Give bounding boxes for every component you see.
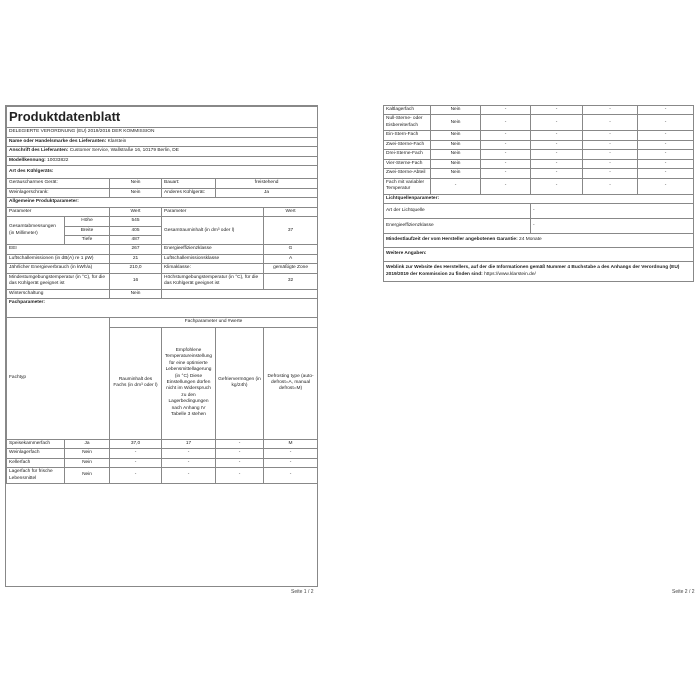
- compartment-freeze: -: [583, 131, 638, 140]
- page-1: [5, 105, 318, 587]
- table-row: [384, 150, 694, 159]
- compartment-present: Nein: [431, 169, 481, 178]
- general-heading: Allgemeine Produktparameter:: [7, 198, 318, 207]
- compartment-defrost: -: [264, 449, 318, 458]
- energy-class-label: Energieeffizienzklasse: [162, 245, 264, 254]
- compartment-freeze: -: [583, 159, 638, 168]
- table-row: [384, 178, 694, 194]
- noise-value: 21: [110, 254, 162, 263]
- height-label: Höhe: [65, 217, 110, 226]
- supplier-address-value: Customer Service, Wallstraße 16, 10179 Berlin, DE: [69, 148, 179, 154]
- width-label: Breite: [65, 226, 110, 235]
- warranty-label: Mindestlaufzeit der vom Hersteller angebotenen Garantie:: [386, 237, 518, 243]
- col-value2-header: Wert: [264, 207, 318, 216]
- compartment-volume: -: [481, 159, 531, 168]
- compartment-freeze: -: [583, 140, 638, 149]
- compartment-volume: -: [481, 106, 531, 115]
- light-class-label: Energieeffizienzklasse: [384, 219, 531, 234]
- noise-class-value: A: [264, 254, 318, 263]
- compartment-temp: -: [531, 178, 583, 194]
- compartment-defrost: -: [638, 140, 694, 149]
- width-value: 405: [110, 226, 162, 235]
- compartment-defrost: M: [264, 439, 318, 448]
- compartment-present: Nein: [65, 449, 110, 458]
- weblink-row: [384, 262, 694, 282]
- compartment-name: Weinlagerfach: [7, 449, 65, 458]
- compartment-volume: -: [481, 178, 531, 194]
- compartment-defrost: -: [638, 106, 694, 115]
- compartment-temp: -: [162, 468, 216, 484]
- compartment-heading: Fachparameter:: [7, 299, 318, 318]
- compartment-name: Kellerfach: [7, 458, 65, 467]
- height-value: 545: [110, 217, 162, 226]
- further-info-label: Weitere Angaben:: [384, 248, 694, 262]
- max-temp-value: 32: [264, 273, 318, 289]
- table-row: [384, 159, 694, 168]
- min-temp-label: Mindestumgebungstemperatur (in °C), für die das Kühlgerät geeignet ist: [7, 273, 110, 289]
- compartment-volume: 37,0: [110, 439, 162, 448]
- col-param-header: Parameter: [7, 207, 110, 216]
- col-param2-header: Parameter: [162, 207, 264, 216]
- depth-label: Tiefe: [65, 235, 110, 244]
- table-row: [384, 140, 694, 149]
- compartment-defrost: -: [638, 150, 694, 159]
- compartment-name: Kaltlagerfach: [384, 106, 431, 115]
- compartment-freeze: -: [583, 106, 638, 115]
- max-temp-label: Höchstumgebungstemperatur (in °C), für die das Kühlgerät geeignet ist: [162, 273, 264, 289]
- compartment-present: Nein: [65, 468, 110, 484]
- page-title: Produktdatenblatt: [7, 107, 318, 128]
- compartment-present: Nein: [431, 115, 481, 131]
- col-temp-header: Empfohlene Temperatureinstellung für eine optimierte Lebensmittellagerung (in °C) Diese Einstellungen dürfen nicht im Widerspruch zu den Lagerbedingungen nach Anhang IV Tabelle 3 stehen: [162, 327, 216, 439]
- supplier-address-label: Anschrift des Lieferanten:: [9, 148, 69, 154]
- climate-value: gemäßigte Zone: [264, 264, 318, 273]
- model-label: Modellkennung:: [9, 157, 46, 163]
- compartment-present: Ja: [65, 439, 110, 448]
- page-number-1: Seite 1 / 2: [291, 589, 314, 595]
- compartment-name: Vier-Sterne-Fach: [384, 159, 431, 168]
- light-class-value: -: [531, 219, 694, 234]
- table-row: [384, 131, 694, 140]
- supplier-name-label: Name oder Handelsmarke des Lieferanten:: [9, 138, 107, 144]
- low-noise-value: Nein: [110, 179, 162, 188]
- compartment-volume: -: [481, 115, 531, 131]
- fachtyp-label: Fachtyp: [7, 318, 110, 439]
- table-row: [384, 115, 694, 131]
- light-heading: Lichtquellenparameter:: [384, 194, 694, 203]
- compartment-present: Nein: [431, 150, 481, 159]
- compartment-freeze: -: [583, 115, 638, 131]
- page-2: [383, 105, 693, 342]
- compartment-name: Null-Sterne- oder Eisbereiterfach: [384, 115, 431, 131]
- light-type-value: -: [531, 204, 694, 219]
- compartment-freeze: -: [583, 169, 638, 178]
- comp-group-header: Fachparameter und #werte: [110, 318, 318, 327]
- table-row: [7, 468, 318, 484]
- annual-energy-value: 210,0: [110, 264, 162, 273]
- compartment-defrost: -: [638, 131, 694, 140]
- annual-energy-label: Jährlicher Energieverbrauch (in kWh/a): [7, 264, 110, 273]
- compartment-present: Nein: [431, 106, 481, 115]
- compartment-temp: -: [531, 115, 583, 131]
- weblink-label: Weblink zur Website des Herstellers, auf der die Informationen gemäß Nummer 4 Buchstabe a des Anhangs der Verordnung (EU) 2019/2019 der Kommission zu finden sind:: [386, 265, 680, 277]
- compartment-freeze: -: [216, 458, 264, 467]
- compartment-volume: -: [110, 449, 162, 458]
- compartment-temp: -: [531, 140, 583, 149]
- low-noise-label: Geräuscharmes Gerät:: [7, 179, 110, 188]
- compartment-temp: -: [162, 458, 216, 467]
- warranty-value: 24 Monate: [519, 237, 542, 243]
- supplier-name-row: [7, 137, 318, 146]
- winter-label: Winterschaltung: [7, 289, 110, 298]
- table-row: [384, 106, 694, 115]
- compartment-volume: -: [110, 458, 162, 467]
- compartment-defrost: -: [264, 458, 318, 467]
- compartment-temp: -: [531, 150, 583, 159]
- eei-label: EEI: [7, 245, 110, 254]
- col-freeze-header: Gefriervermögen (in kg/24h): [216, 327, 264, 439]
- noise-label: Luftschallemissionen (in dB(A) re 1 pW): [7, 254, 110, 263]
- compartment-defrost: -: [638, 169, 694, 178]
- design-value: freistehend: [216, 179, 318, 188]
- compartment-freeze: -: [583, 178, 638, 194]
- wine-value: Nein: [110, 188, 162, 197]
- compartment-name: Zwei-Sterne-Abteil: [384, 169, 431, 178]
- regulation-text: DELEGIERTE VERORDNUNG (EU) 2019/2016 DER KOMMISSION: [7, 128, 318, 137]
- compartment-temp: -: [531, 131, 583, 140]
- compartment-present: Nein: [431, 159, 481, 168]
- compartment-present: -: [431, 178, 481, 194]
- compartment-freeze: -: [583, 150, 638, 159]
- table-row: [384, 169, 694, 178]
- warranty-row: [384, 234, 694, 248]
- col-volume-header: Rauminhalt des Fachs (in dm³ oder l): [110, 327, 162, 439]
- compartment-present: Nein: [65, 458, 110, 467]
- page-number-2: Seite 2 / 2: [672, 589, 695, 595]
- model-value: 10033822: [47, 157, 69, 163]
- datasheet-table-page2: [383, 105, 694, 282]
- winter-value: Nein: [110, 289, 162, 298]
- energy-class-value: G: [264, 245, 318, 254]
- compartment-present: Nein: [431, 140, 481, 149]
- min-temp-value: 16: [110, 273, 162, 289]
- compartment-volume: -: [481, 131, 531, 140]
- supplier-address-row: [7, 147, 318, 156]
- compartment-name: Drei-Sterne-Fach: [384, 150, 431, 159]
- noise-class-label: Luftschallemissionsklasse: [162, 254, 264, 263]
- dimensions-label: Gesamtabmessungen (in Millimeter): [7, 217, 65, 245]
- model-row: [7, 156, 318, 165]
- depth-value: 487: [110, 235, 162, 244]
- other-value: Ja: [216, 188, 318, 197]
- compartment-volume: -: [481, 169, 531, 178]
- compartment-defrost: -: [264, 468, 318, 484]
- compartment-name: Ein-Stern-Fach: [384, 131, 431, 140]
- compartment-temp: 17: [162, 439, 216, 448]
- table-row: [7, 449, 318, 458]
- datasheet-table-page1: [6, 106, 318, 484]
- winter-empty: [162, 289, 318, 298]
- design-label: Bauart:: [162, 179, 216, 188]
- col-defrost-header: Defrosting type (auto-defrost=A, manual defrost=M): [264, 327, 318, 439]
- compartment-defrost: -: [638, 159, 694, 168]
- total-volume-label: Gesamtrauminhalt (in dm³ oder l): [162, 217, 264, 245]
- compartment-freeze: -: [216, 468, 264, 484]
- compartment-volume: -: [110, 468, 162, 484]
- compartment-temp: -: [531, 169, 583, 178]
- climate-label: Klimaklasse:: [162, 264, 264, 273]
- compartment-freeze: -: [216, 439, 264, 448]
- compartment-name: Fach mit variabler Temperatur: [384, 178, 431, 194]
- supplier-name-value: Klarstein: [107, 138, 127, 144]
- col-value-header: Wert: [110, 207, 162, 216]
- compartment-defrost: -: [638, 115, 694, 131]
- compartment-temp: -: [531, 159, 583, 168]
- compartment-volume: -: [481, 140, 531, 149]
- compartment-temp: -: [531, 106, 583, 115]
- other-label: Anderes Kühlgerät:: [162, 188, 216, 197]
- device-type-heading: Art des Kühlgeräts:: [7, 166, 318, 179]
- weblink-value[interactable]: https://www.klarstein.de/: [484, 271, 536, 277]
- compartment-defrost: -: [638, 178, 694, 194]
- compartment-name: Zwei-Sterne-Fach: [384, 140, 431, 149]
- total-volume-value: 37: [264, 217, 318, 245]
- table-row: [7, 458, 318, 467]
- light-type-label: Art der Lichtquelle: [384, 204, 531, 219]
- compartment-present: Nein: [431, 131, 481, 140]
- compartment-volume: -: [481, 150, 531, 159]
- table-row: [7, 439, 318, 448]
- eei-value: 267: [110, 245, 162, 254]
- compartment-name: Speisekammerfach: [7, 439, 65, 448]
- compartment-freeze: -: [216, 449, 264, 458]
- compartment-name: Lagerfach für frische Lebensmittel: [7, 468, 65, 484]
- compartment-temp: -: [162, 449, 216, 458]
- wine-label: Weinlagerschrank:: [7, 188, 110, 197]
